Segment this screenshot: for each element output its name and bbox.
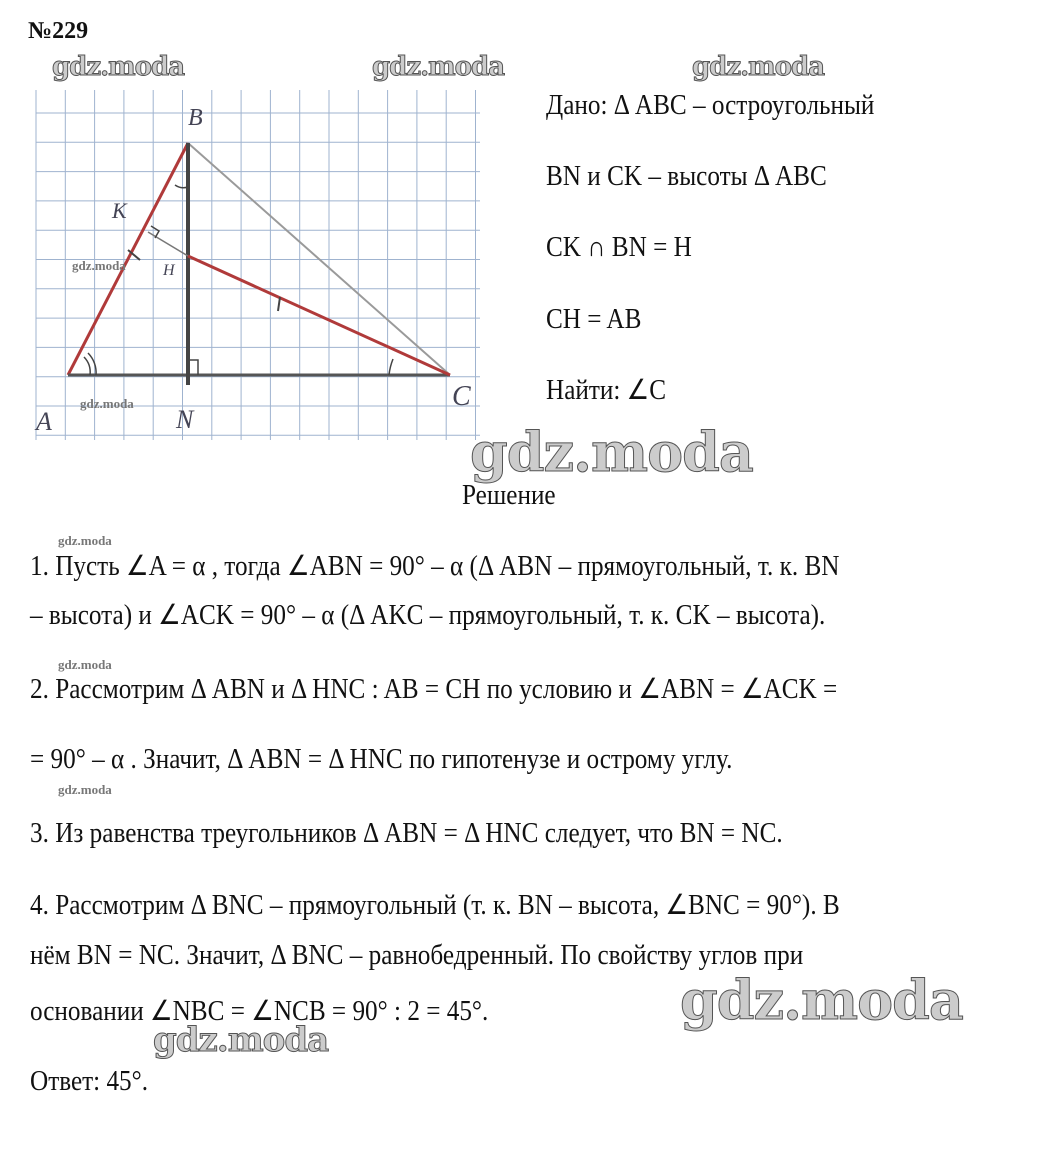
given-line: BN и CK – высоты Δ ABC (546, 161, 827, 192)
watermark: gdz.moda (58, 657, 112, 672)
given-line: CH = AB (546, 304, 642, 335)
watermark: gdz.moda (72, 258, 126, 273)
label-a: A (36, 407, 52, 436)
solution-line: 1. Пусть ∠A = α , тогда ∠ABN = 90° – α (Δ ABN – прямоугольный, т. к. BN (30, 551, 840, 582)
watermark: gdz.moda (470, 420, 753, 484)
label-h: H (163, 262, 175, 279)
label-n: N (176, 405, 194, 434)
label-c: C (452, 381, 471, 412)
label-b: B (188, 105, 203, 131)
angle-mark-c (389, 359, 393, 375)
problem-number: №229 (28, 18, 89, 44)
watermark: gdz.moda (692, 52, 825, 82)
watermark: gdz.moda (58, 782, 112, 797)
find-line: Найти: ∠C (546, 375, 667, 406)
label-k: K (112, 198, 127, 223)
solution-line: – высота) и ∠ACK = 90° – α (Δ AKC – прямоугольный, т. к. CK – высота). (30, 600, 826, 631)
solution-line: 4. Рассмотрим Δ BNC – прямоугольный (т. к. BN – высота, ∠BNC = 90°). В (30, 890, 840, 921)
solution-line: основании ∠NBC = ∠NCB = 90° : 2 = 45°. (30, 996, 489, 1027)
solution-line: нём BN = NC. Значит, Δ BNC – равнобедренный. По свойству углов при (30, 940, 804, 971)
solution-line: = 90° – α . Значит, Δ ABN = Δ HNC по гипотенузе и острому углу. (30, 744, 733, 775)
watermark: gdz.moda (372, 52, 505, 82)
tick-mark-hc (278, 297, 280, 311)
watermark: gdz.moda (680, 968, 963, 1032)
given-line: CK ∩ BN = H (546, 232, 692, 263)
answer-line: Ответ: 45°. (30, 1066, 149, 1097)
segment-hc (188, 256, 450, 375)
given-line: Дано: Δ ABC – остроугольный (546, 90, 875, 121)
solution-title: Решение (462, 480, 556, 511)
watermark: gdz.moda (153, 1020, 329, 1060)
solution-line: 2. Рассмотрим Δ ABN и Δ HNC : AB = CH по условию и ∠ABN = ∠ACK = (30, 674, 838, 705)
watermark: gdz.moda (58, 533, 112, 548)
solution-line: 3. Из равенства треугольников Δ ABN = Δ HNC следует, что BN = NC. (30, 818, 783, 849)
watermark: gdz.moda (52, 52, 185, 82)
watermark: gdz.moda (80, 396, 134, 411)
